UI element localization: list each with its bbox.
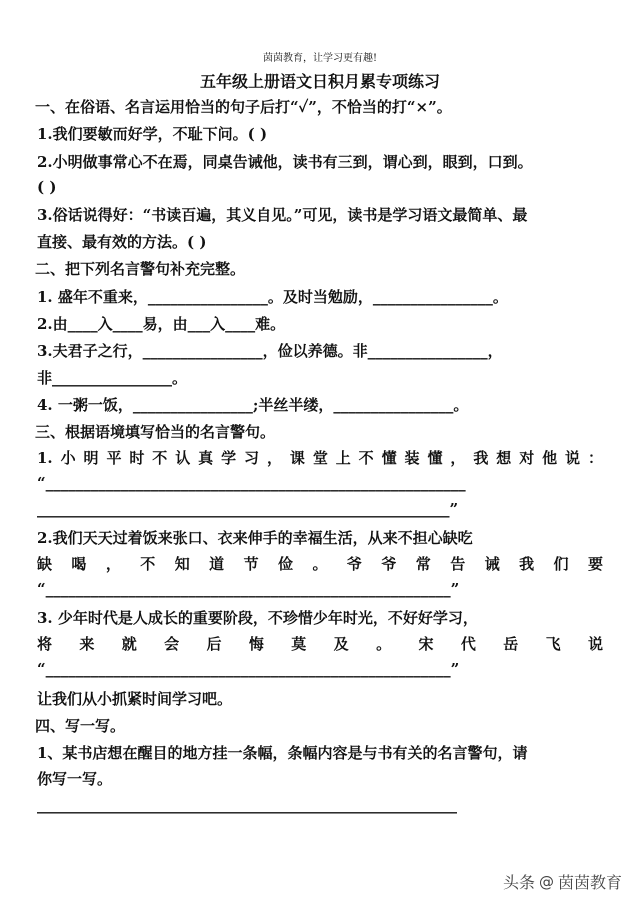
at-icon: @ — [538, 872, 554, 891]
section4-q1-line3: ________________________________________________________ — [37, 796, 457, 814]
section1-heading: 一、在俗语、名言运用恰当的句子后打“✓”，不恰当的打“×”。 — [35, 98, 452, 116]
header-note: 茵茵教育，让学习更有趣! — [262, 53, 378, 64]
section3-q1-line2: “________________________________________________________ — [37, 474, 466, 492]
section3-q2-line3: “______________________________________________________” — [37, 580, 460, 598]
section2-heading: 二、把下列名言警句补充完整。 — [35, 260, 246, 278]
section2-q1: 1. 盛年不重来，________________。及时当勉励，________________。 — [37, 288, 508, 306]
watermark-prefix: 头条 — [502, 873, 535, 892]
section4-heading: 四、写一写。 — [35, 717, 126, 735]
section3-q2-line2: 缺喝，不知道节俭。爷爷常告诫我们要 — [37, 555, 603, 573]
section2-q3-line1: 3.夫君子之行，________________，俭以养德。非________________， — [37, 342, 503, 360]
section1-q2-line1: 2.小明做事常心不在焉，同桌告诫他，读书有三到，谓心到，眼到，口到。 — [37, 153, 533, 171]
section3-q1-line1: 1.小明平时不认真学习，课堂上不懂装懂，我想对他说： — [37, 449, 603, 467]
watermark-name: 茵茵教育 — [557, 873, 622, 892]
section1-q3-line1: 3.俗话说得好：“书读百遍，其义自见。”可见，读书是学习语文最简单、最 — [37, 206, 528, 224]
watermark — [503, 870, 622, 893]
section1-q3-line2: 直接、最有效的方法。( ) — [37, 233, 207, 251]
section3-q2-line1: 2.我们天天过着饭来张口、衣来伸手的幸福生活，从来不担心缺吃 — [37, 529, 473, 547]
section3-q3-line2: 将来就会后悔莫及。宋代岳飞说 — [37, 635, 603, 653]
section3-q3-line4: 让我们从小抓紧时间学习吧。 — [37, 690, 233, 708]
section4-q1-line1: 1、某书店想在醒目的地方挂一条幅，条幅内容是与书有关的名言警句，请 — [37, 744, 528, 762]
page-title: 五年级上册语文日积月累专项练习 — [199, 72, 440, 91]
section1-q2-line2: ( ) — [37, 178, 57, 196]
section3-heading: 三、根据语境填写恰当的名言警句。 — [35, 423, 276, 441]
section3-q3-line3: “______________________________________________________” — [37, 660, 460, 678]
section3-q1-line3: _______________________________________________________” — [37, 500, 459, 518]
section4-q1-line2: 你写一写。 — [37, 770, 113, 788]
section2-q2: 2.由____入____易，由___入____难。 — [37, 315, 286, 333]
section3-q3-line1: 3. 少年时代是人成长的重要阶段，不珍惜少年时光，不好好学习， — [37, 609, 478, 627]
section1-q1: 1.我们要敏而好学，不耻下问。( ) — [37, 125, 268, 143]
section2-q4: 4. 一粥一饭，________________;半丝半缕，________________。 — [37, 396, 469, 414]
section2-q3-line2: 非________________。 — [37, 369, 188, 387]
